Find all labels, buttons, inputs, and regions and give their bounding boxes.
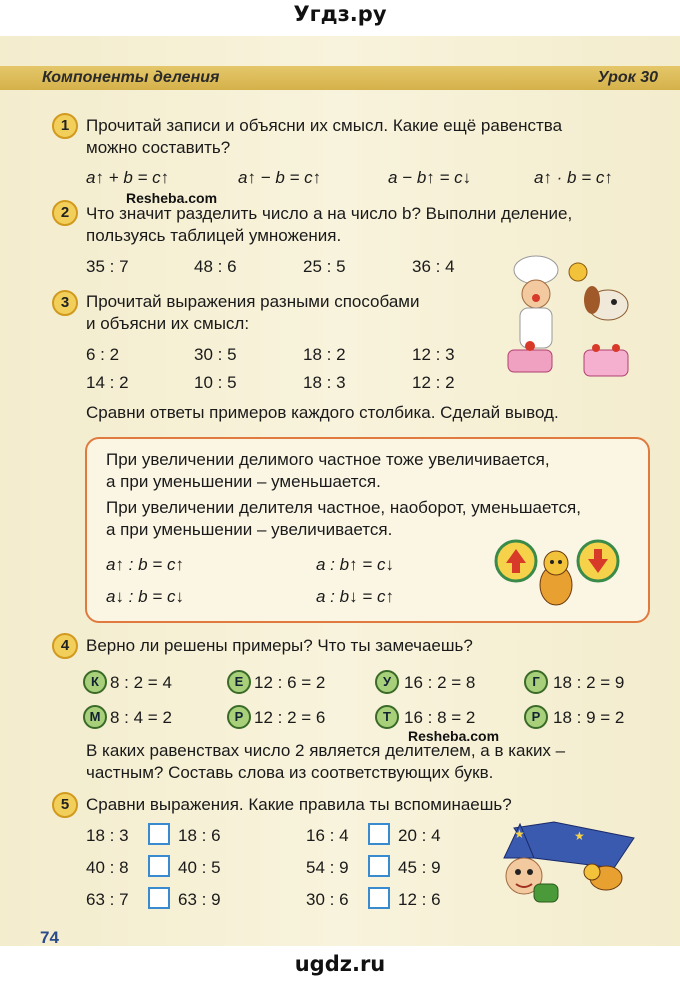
- rule-line: а при уменьшении – уменьшается.: [106, 472, 381, 491]
- task-4-equation: 8 : 2 = 4: [110, 673, 172, 692]
- lesson-number: Урок 30: [597, 69, 658, 86]
- task-4-text-line2: частным? Составь слова из соответствующих букв.: [86, 763, 494, 782]
- task-4-question: Верно ли решены примеры? Что ты замечаешь?: [86, 636, 473, 655]
- task-5-question: Сравни выражения. Какие правила ты вспоминаешь?: [86, 795, 512, 814]
- compare-answer-box[interactable]: [368, 823, 390, 845]
- rule-line: а при уменьшении – увеличивается.: [106, 520, 393, 539]
- task-4-equation: 12 : 2 = 6: [254, 708, 326, 727]
- task-1-text-line1: Прочитай записи и объясни их смысл. Какие ещё равенства: [86, 116, 563, 135]
- task-3-expr: 6 : 2: [86, 345, 120, 364]
- letter-badge: Г: [524, 670, 548, 694]
- task-number-5: 5: [52, 792, 78, 818]
- task-2-expr: 36 : 4: [412, 257, 455, 276]
- compare-expr: 54 : 9: [306, 858, 349, 877]
- task-1-text-line2: можно составить?: [86, 138, 231, 157]
- task-number-4: 4: [52, 633, 78, 659]
- task-1-expr: a↑ · b = c↑: [534, 168, 613, 187]
- wizard-bee-illustration: [494, 818, 644, 913]
- chef-dog-illustration: [496, 250, 646, 385]
- letter-badge: У: [375, 670, 399, 694]
- task-4-equation: 12 : 6 = 2: [254, 673, 326, 692]
- task-4-equation: 16 : 8 = 2: [404, 708, 476, 727]
- task-4-equation: 18 : 2 = 9: [553, 673, 625, 692]
- task-4-equation: 8 : 4 = 2: [110, 708, 172, 727]
- watermark: Resheba.com: [126, 190, 218, 206]
- task-number-1: 1: [52, 113, 78, 139]
- task-number-3: 3: [52, 290, 78, 316]
- task-3-expr: 18 : 3: [303, 373, 346, 392]
- task-3-text-line2: и объясни их смысл:: [86, 314, 250, 333]
- letter-badge: М: [83, 705, 107, 729]
- compare-expr: 40 : 5: [178, 858, 221, 877]
- task-2-text-line1: Что значит разделить число a на число b? Выполни деление,: [86, 204, 573, 223]
- letter-badge: Р: [227, 705, 251, 729]
- compare-expr: 16 : 4: [306, 826, 349, 845]
- compare-answer-box[interactable]: [148, 855, 170, 877]
- compare-answer-box[interactable]: [148, 823, 170, 845]
- topic-title: Компоненты деления: [42, 69, 220, 86]
- page-number: 74: [40, 928, 59, 947]
- compare-answer-box[interactable]: [368, 887, 390, 909]
- compare-answer-box[interactable]: [148, 887, 170, 909]
- task-3-expr: 18 : 2: [303, 345, 346, 364]
- bee-arrows-illustration: [494, 535, 624, 615]
- task-4-equation: 18 : 9 = 2: [553, 708, 625, 727]
- task-2-expr: 25 : 5: [303, 257, 346, 276]
- task-3-expr: 10 : 5: [194, 373, 237, 392]
- svg-text:★: ★: [574, 829, 585, 843]
- task-3-expr: 12 : 2: [412, 373, 455, 392]
- site-title-bottom: ugdz.ru: [294, 952, 386, 976]
- compare-expr: 63 : 7: [86, 890, 129, 909]
- task-number-2: 2: [52, 200, 78, 226]
- compare-expr: 18 : 6: [178, 826, 221, 845]
- rule-line: При увеличении делимого частное тоже увеличивается,: [106, 450, 550, 469]
- lesson-header: [0, 66, 680, 90]
- rule-line: При увеличении делителя частное, наоборот, уменьшается,: [106, 498, 581, 517]
- task-4-text-line1: В каких равенствах число 2 является делителем, а в каких –: [86, 741, 566, 760]
- task-2-expr: 35 : 7: [86, 257, 129, 276]
- task-3-expr: 30 : 5: [194, 345, 237, 364]
- task-2-text-line2: пользуясь таблицей умножения.: [86, 226, 342, 245]
- task-4-equation: 16 : 2 = 8: [404, 673, 476, 692]
- task-3-conclusion: Сравни ответы примеров каждого столбика. Сделай вывод.: [86, 403, 559, 422]
- rule-formula: a : b↑ = c↓: [316, 555, 394, 574]
- task-2-expr: 48 : 6: [194, 257, 237, 276]
- compare-expr: 40 : 8: [86, 858, 129, 877]
- rule-formula: a↑ : b = c↑: [106, 555, 184, 574]
- watermark: Resheba.com: [408, 728, 500, 744]
- compare-expr: 12 : 6: [398, 890, 441, 909]
- letter-badge: Р: [524, 705, 548, 729]
- compare-expr: 20 : 4: [398, 826, 441, 845]
- svg-text:★: ★: [514, 827, 525, 841]
- task-1-expr: a↑ − b = c↑: [238, 168, 322, 187]
- task-3-expr: 12 : 3: [412, 345, 455, 364]
- task-3-text-line1: Прочитай выражения разными способами: [86, 292, 420, 311]
- compare-expr: 63 : 9: [178, 890, 221, 909]
- task-1-expr: a − b↑ = c↓: [388, 168, 472, 187]
- site-title-top: Угдз.ру: [293, 2, 387, 26]
- compare-answer-box[interactable]: [368, 855, 390, 877]
- compare-expr: 18 : 3: [86, 826, 129, 845]
- compare-expr: 30 : 6: [306, 890, 349, 909]
- task-1-expr: a↑ + b = c↑: [86, 168, 170, 187]
- rule-formula: a↓ : b = c↓: [106, 587, 184, 606]
- compare-expr: 45 : 9: [398, 858, 441, 877]
- letter-badge: Т: [375, 705, 399, 729]
- letter-badge: К: [83, 670, 107, 694]
- task-3-expr: 14 : 2: [86, 373, 129, 392]
- letter-badge: Е: [227, 670, 251, 694]
- rule-formula: a : b↓ = c↑: [316, 587, 394, 606]
